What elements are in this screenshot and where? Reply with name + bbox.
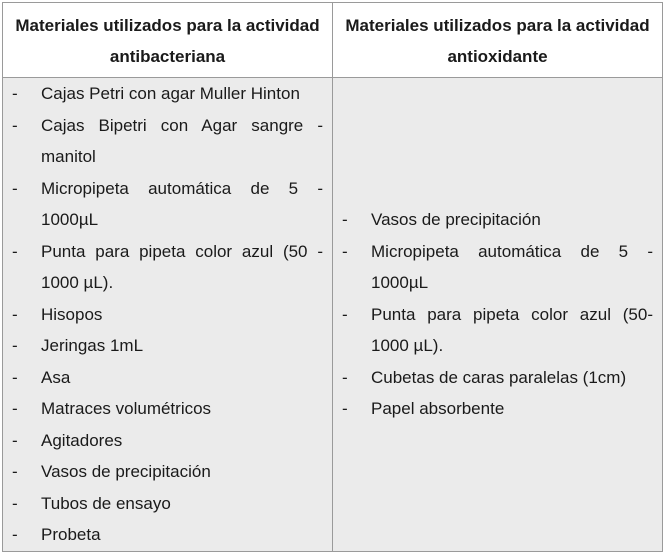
- bullet-dash: -: [12, 84, 18, 103]
- list-item-text: Cajas Petri con agar Muller Hinton: [41, 84, 300, 103]
- list-item: [333, 393, 662, 425]
- body-row: [3, 78, 663, 552]
- bullet-dash: -: [12, 367, 18, 387]
- list-item: [333, 299, 662, 362]
- bullet-dash: -: [12, 304, 18, 324]
- list-item: [3, 488, 332, 520]
- list-item-text: Papel absorbente: [371, 399, 505, 419]
- bullet-dash: -: [12, 399, 18, 418]
- bullet-dash: -: [342, 210, 348, 230]
- bullet-dash: -: [342, 399, 348, 419]
- bullet-dash: -: [12, 336, 18, 355]
- list-item-text: Vasos de precipitación: [371, 210, 541, 230]
- list-item-text: Jeringas 1mL: [41, 336, 144, 355]
- antioxidant-cell: [333, 78, 663, 552]
- list-item: [3, 425, 332, 457]
- bullet-dash: -: [12, 241, 18, 261]
- bullet-dash: -: [12, 115, 18, 135]
- antibacterial-list: [3, 78, 332, 551]
- header-cell-antibacterial: [3, 3, 333, 78]
- list-item-text: Probeta: [41, 525, 101, 544]
- list-item: [3, 393, 332, 425]
- list-item-text: Agitadores: [41, 430, 123, 450]
- list-item: [3, 299, 332, 331]
- bullet-dash: -: [12, 178, 18, 198]
- list-item: [333, 362, 662, 394]
- list-item-text: Asa: [41, 367, 71, 387]
- list-item: [3, 78, 332, 110]
- list-item-text: Punta para pipeta color azul (50 - 1000 µL).: [41, 241, 323, 292]
- list-item: [333, 236, 662, 299]
- list-item: [3, 330, 332, 362]
- header-row: [3, 3, 663, 78]
- bullet-dash: -: [12, 525, 18, 544]
- list-item-text: Vasos de precipitación: [41, 462, 211, 481]
- list-item: [3, 236, 332, 299]
- materials-table: [2, 2, 663, 552]
- list-item: [3, 456, 332, 488]
- bullet-dash: -: [12, 462, 18, 481]
- list-item-text: Punta para pipeta color azul (50- 1000 µL).: [371, 304, 653, 356]
- antibacterial-cell: [3, 78, 333, 552]
- header-antioxidant: Materiales utilizados para la actividad antioxidante: [345, 16, 650, 66]
- list-item: [3, 110, 332, 173]
- list-item-text: Cajas Bipetri con Agar sangre - manitol: [41, 115, 323, 166]
- list-item-text: Tubos de ensayo: [41, 493, 171, 513]
- list-item: [3, 362, 332, 394]
- header-antibacterial: Materiales utilizados para la actividad antibacteriana: [15, 16, 320, 66]
- list-item-text: Cubetas de caras paralelas (1cm): [371, 367, 627, 387]
- list-item: [3, 173, 332, 236]
- list-item: [3, 519, 332, 551]
- bullet-dash: -: [342, 367, 348, 387]
- list-item-text: Micropipeta automática de 5 - 1000µL: [41, 178, 323, 229]
- list-item-text: Micropipeta automática de 5 - 1000µL: [371, 241, 653, 293]
- bullet-dash: -: [12, 430, 18, 450]
- bullet-dash: -: [342, 304, 348, 324]
- header-cell-antioxidant: [333, 3, 663, 78]
- list-item-text: Hisopos: [41, 304, 103, 324]
- bullet-dash: -: [12, 493, 18, 513]
- list-item-text: Matraces volumétricos: [41, 399, 212, 418]
- bullet-dash: -: [342, 241, 348, 261]
- antioxidant-list: [333, 204, 662, 425]
- list-item: [333, 204, 662, 236]
